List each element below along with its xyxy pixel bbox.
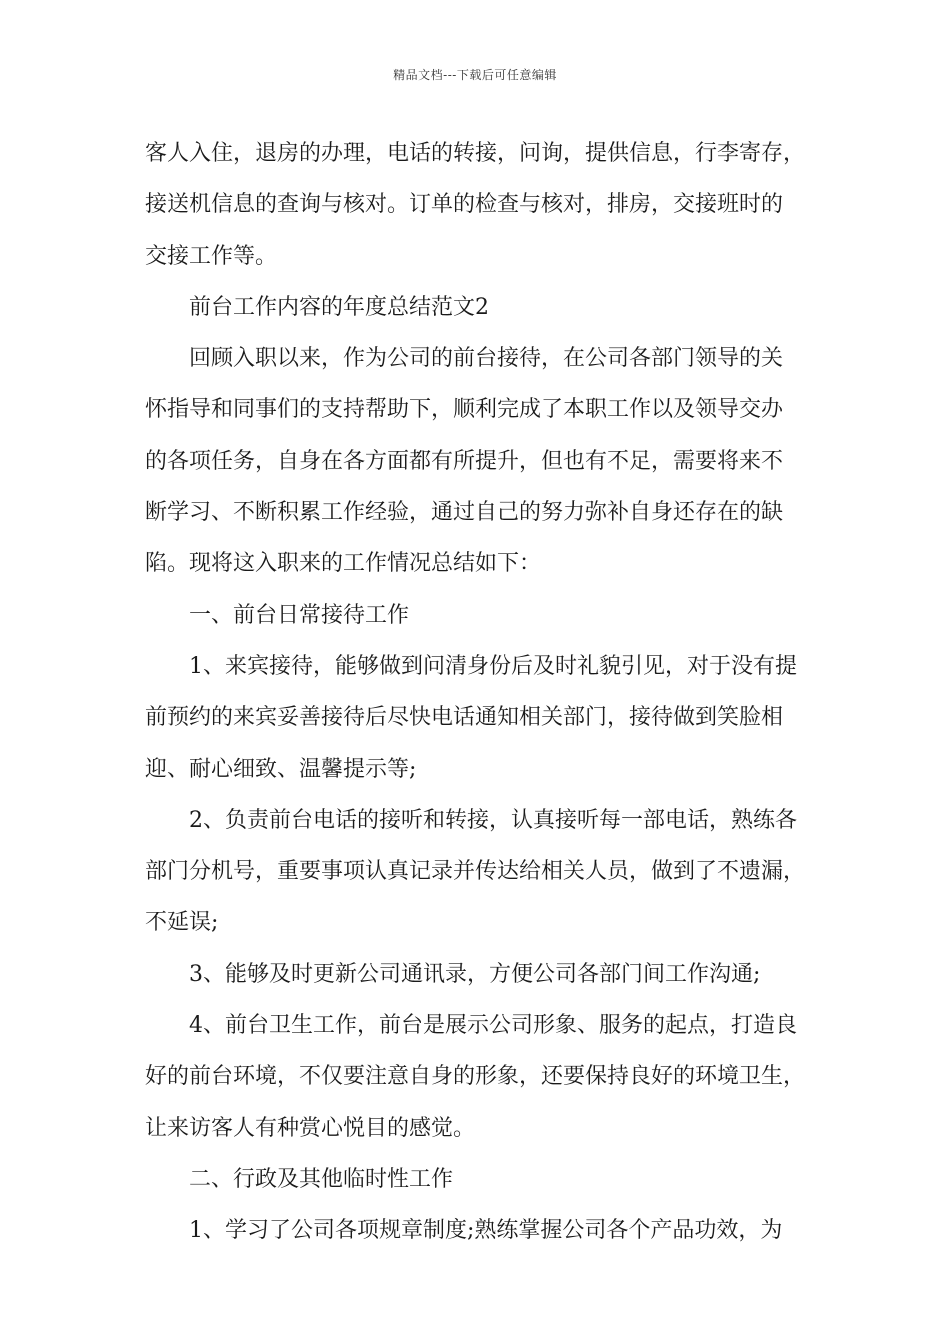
text-line: 回顾入职以来，作为公司的前台接待，在公司各部门领导的关 [189,346,784,372]
text-line: 好的前台环境，不仅要注意自身的形象，还要保持良好的环境卫生， [145,1064,806,1090]
text-line: 3、能够及时更新公司通讯录，方便公司各部门间工作沟通; [189,961,761,987]
text-line: 不延误; [145,910,219,936]
text-line: 断学习、不断积累工作经验，通过自己的努力弥补自身还存在的缺 [145,500,784,526]
text-line: 的各项任务，自身在各方面都有所提升，但也有不足，需要将来不 [145,448,784,474]
text-line: 接送机信息的查询与核对。订单的检查与核对，排房，交接班时的 [145,192,784,218]
text-line: 前预约的来宾妥善接待后尽快电话通知相关部门，接待做到笑脸相 [145,705,784,731]
text-line: 4、前台卫生工作，前台是展示公司形象、服务的起点，打造良 [189,1013,797,1039]
page-header: 精品文档---下载后可任意编辑 [393,68,557,82]
section-heading: 一、前台日常接待工作 [189,602,410,628]
text-line: 1、学习了公司各项规章制度;熟练掌握公司各个产品功效，为 [189,1218,783,1244]
section-heading: 二、行政及其他临时性工作 [189,1166,454,1192]
text-line: 客人入住，退房的办理，电话的转接，问询，提供信息，行李寄存， [145,141,806,166]
document-body [145,128,813,1257]
text-line: 交接工作等。 [145,243,278,269]
text-line: 让来访客人有种赏心悦目的感觉。 [145,1115,476,1141]
text-line: 1、来宾接待，能够做到问清身份后及时礼貌引见，对于没有提 [189,653,797,679]
text-line: 陷。现将这入职来的工作情况总结如下： [145,551,542,577]
text-line: 迎、耐心细致、温馨提示等; [145,756,417,782]
text-line: 怀指导和同事们的支持帮助下，顺利完成了本职工作以及领导交办 [145,397,784,423]
text-line: 部门分机号，重要事项认真记录并传达给相关人员，做到了不遗漏， [145,859,806,885]
section-heading: 前台工作内容的年度总结范文2 [189,294,489,320]
text-line: 2、负责前台电话的接听和转接，认真接听每一部电话，熟练各 [189,807,797,833]
